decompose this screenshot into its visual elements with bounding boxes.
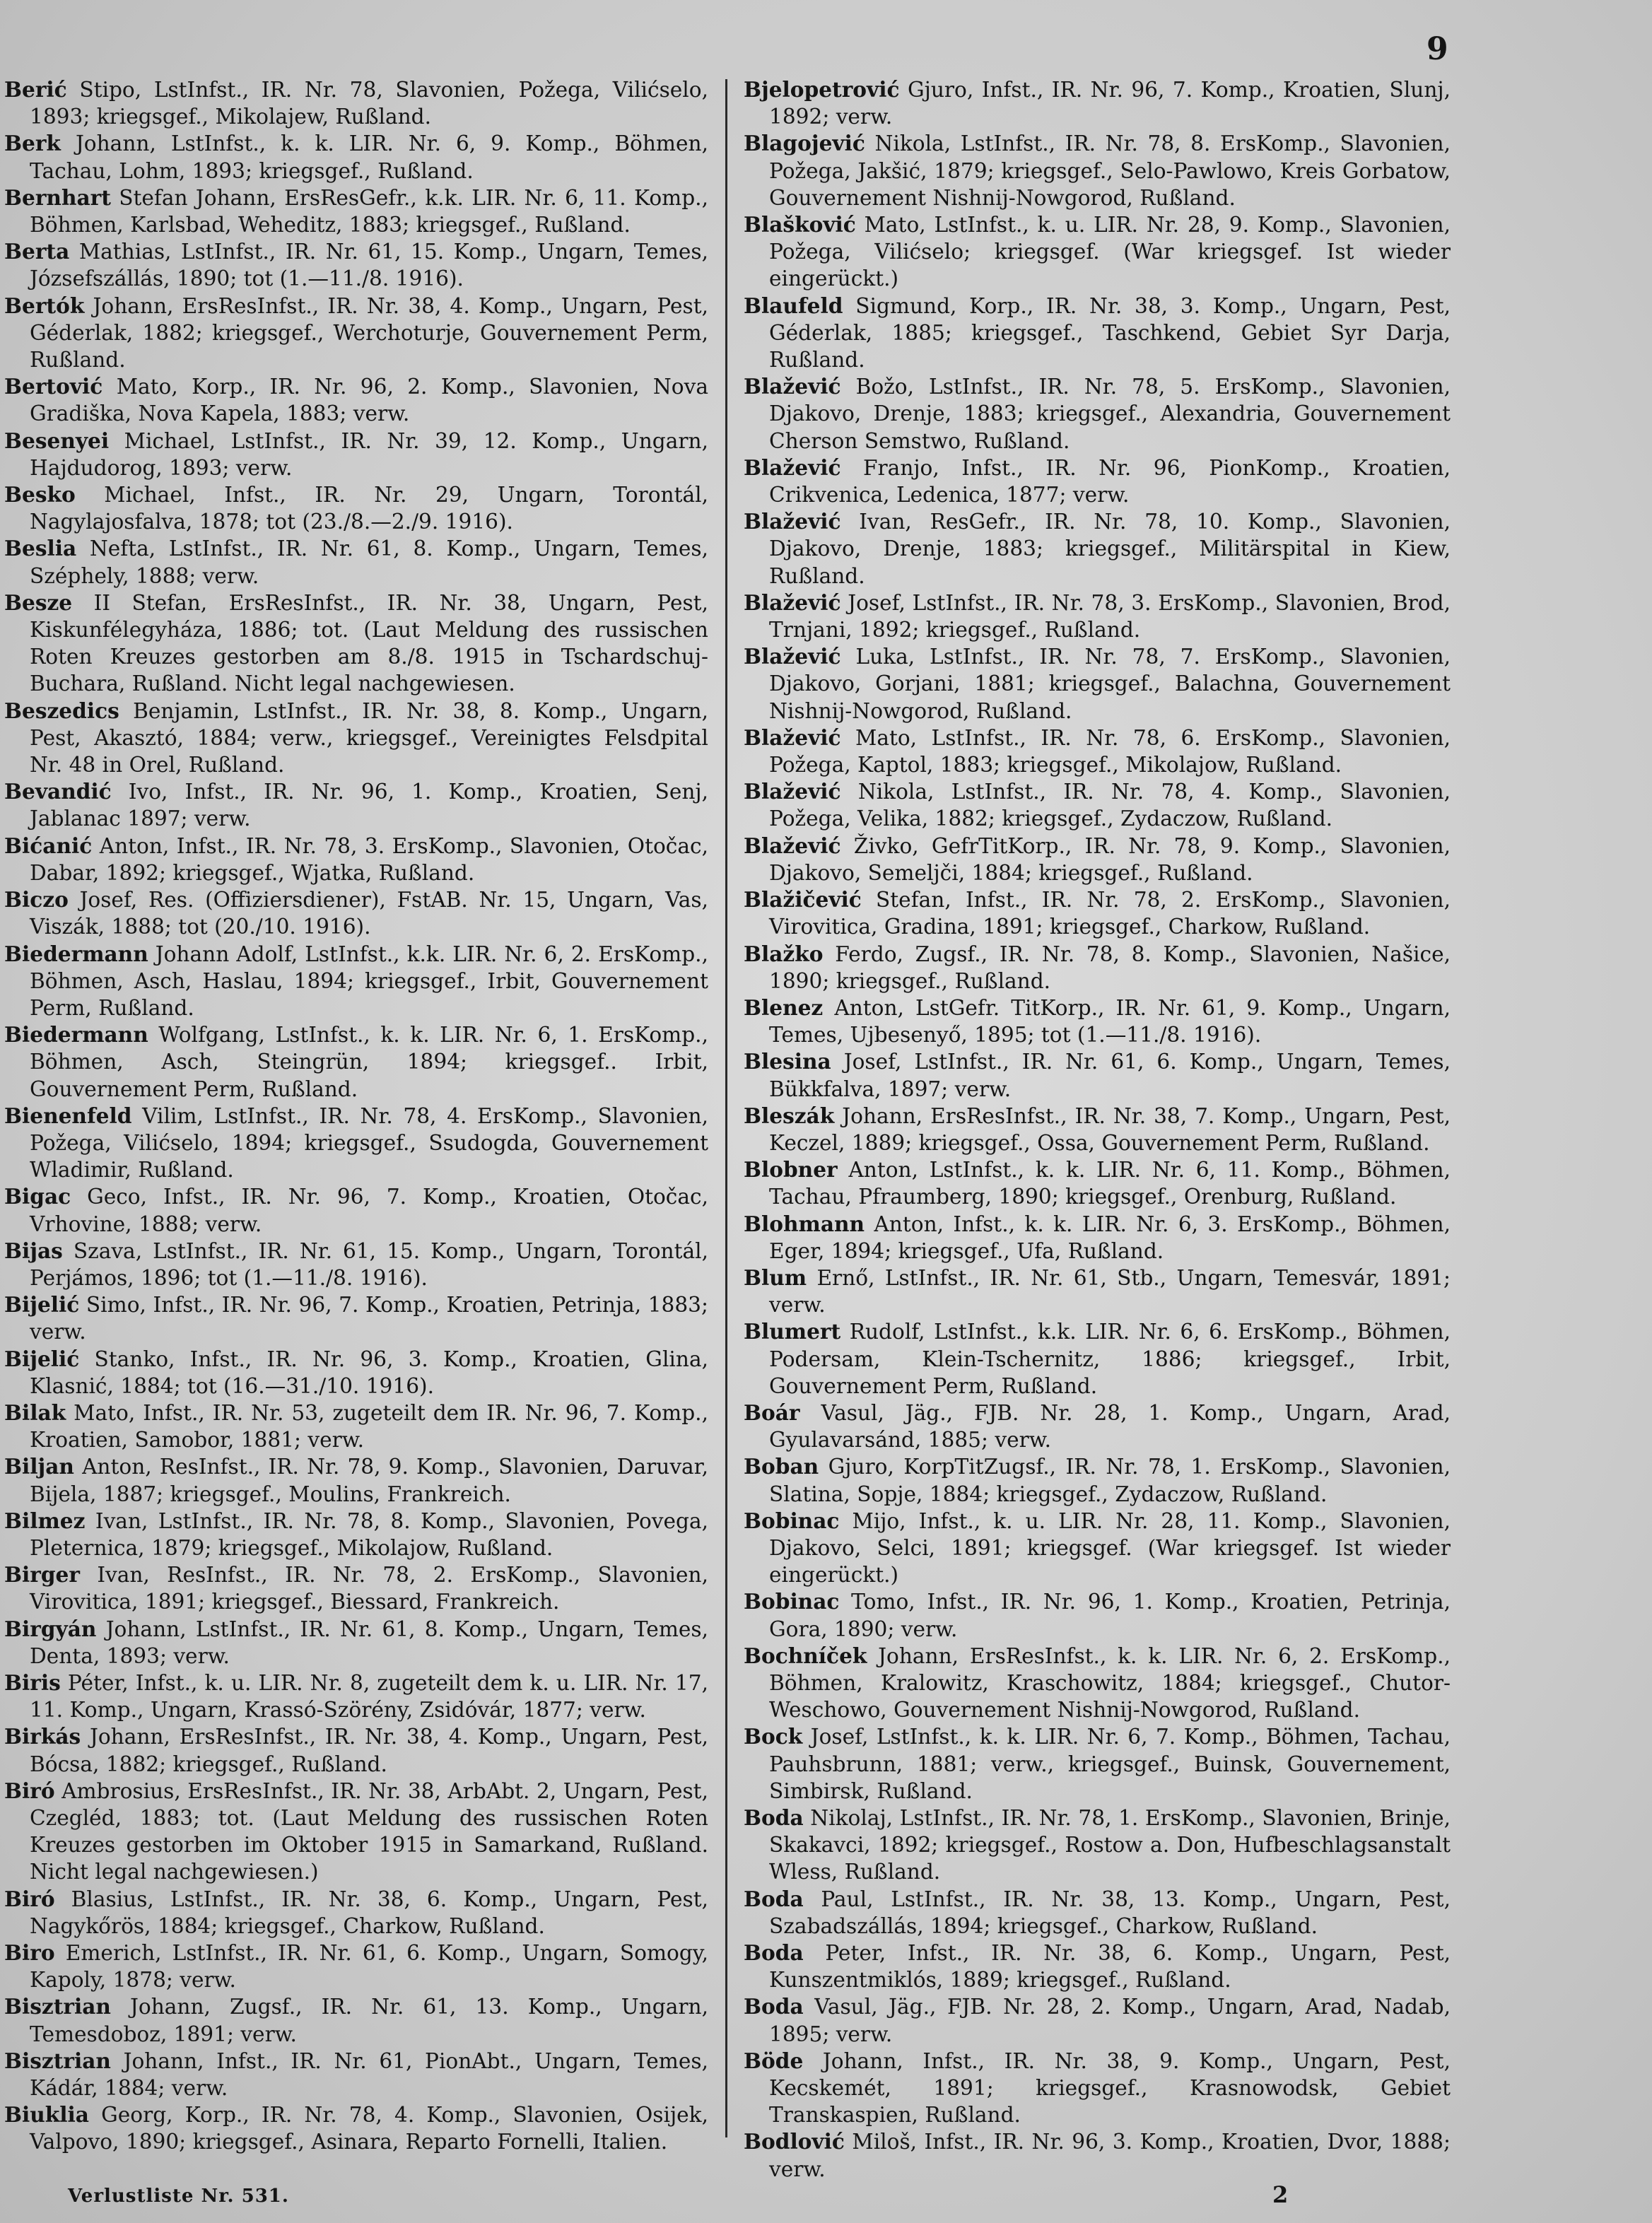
- entry-surname: Birgyán: [4, 1616, 97, 1641]
- entry-details: Josef, LstInfst., IR. Nr. 78, 3. ErsKomp., Slavonien, Brod, Trnjani, 1892; kriegsgef., Rußland.: [769, 590, 1451, 643]
- entry-details: Mato, Infst., IR. Nr. 53, zugeteilt dem IR. Nr. 96, 7. Komp., Kroatien, Samobor, 1881; verw.: [30, 1400, 708, 1453]
- list-entry: [744, 508, 1451, 590]
- list-entry: [744, 1588, 1451, 1642]
- list-entry: [744, 76, 1451, 130]
- list-entry: [4, 1940, 708, 1993]
- entry-surname: Bevandić: [4, 779, 112, 804]
- entry-surname: Bobinac: [744, 1589, 840, 1614]
- list-entry: [744, 886, 1451, 940]
- entry-details: Stefan Johann, ErsResGefr., k.k. LIR. Nr. 6, 11. Komp., Böhmen, Karlsbad, Weheditz, 1883; kriegsgef., Rußland.: [30, 185, 708, 237]
- entry-details: Nikolaj, LstInfst., IR. Nr. 78, 1. ErsKomp., Slavonien, Brinje, Skakavci, 1892; kriegsgef., Rostow a. Don, Hufbeschlagsanstalt Wless, Rußland.: [769, 1806, 1451, 1884]
- entry-details: Ernő, LstInfst., IR. Nr. 61, Stb., Ungarn, Temesvár, 1891; verw.: [769, 1265, 1451, 1318]
- entry-details: Johann, ErsResInfst., IR. Nr. 38, 4. Komp., Ungarn, Pest, Géderlak, 1882; kriegsgef., Werchoturje, Gouvernement Perm, Rußland.: [30, 293, 708, 373]
- list-entry: [4, 1778, 708, 1886]
- entry-surname: Birkás: [4, 1724, 81, 1749]
- entry-details: Szava, LstInfst., IR. Nr. 61, 15. Komp., Ungarn, Torontál, Perjámos, 1896; tot (1.—11./8. 1916).: [30, 1238, 708, 1290]
- entry-surname: Biró: [4, 1778, 55, 1803]
- entry-surname: Blažević: [744, 644, 841, 669]
- entry-surname: Bijas: [4, 1238, 63, 1263]
- entry-surname: Blažević: [744, 590, 841, 615]
- entry-details: Vasul, Jäg., FJB. Nr. 28, 1. Komp., Ungarn, Arad, Gyulavarsánd, 1885; verw.: [769, 1400, 1451, 1453]
- entry-surname: Boban: [744, 1454, 819, 1479]
- entry-details: Emerich, LstInfst., IR. Nr. 61, 6. Komp., Ungarn, Somogy, Kapoly, 1878; verw.: [30, 1941, 708, 1993]
- entry-details: Johann, ErsResInfst., IR. Nr. 38, 7. Komp., Ungarn, Pest, Keczel, 1889; kriegsgef., Ossa, Gouvernement Perm, Rußland.: [769, 1103, 1451, 1155]
- entry-surname: Boda: [744, 1805, 804, 1830]
- list-entry: [744, 1103, 1451, 1156]
- entry-details: Johann Adolf, LstInfst., k.k. LIR. Nr. 6, 2. ErsKomp., Böhmen, Asch, Haslau, 1894; kriegsgef., Irbit, Gouvernement Perm, Rußland.: [30, 942, 708, 1020]
- list-entry: [4, 1886, 708, 1940]
- list-entry: [4, 1453, 708, 1507]
- entry-surname: Bisztrian: [4, 2048, 111, 2073]
- entry-surname: Besze: [4, 590, 73, 615]
- entry-details: Živko, GefrTitKorp., IR. Nr. 78, 9. Komp., Slavonien, Djakovo, Semeljči, 1884; kriegsgef., Rußland.: [769, 833, 1451, 885]
- entry-surname: Bilak: [4, 1400, 66, 1425]
- entry-details: Johann, Infst., IR. Nr. 61, PionAbt., Ungarn, Temes, Kádár, 1884; verw.: [30, 2048, 708, 2101]
- entry-surname: Bigac: [4, 1184, 71, 1209]
- entry-details: Miloš, Infst., IR. Nr. 96, 3. Komp., Kroatien, Dvor, 1888; verw.: [769, 2130, 1451, 2181]
- entry-surname: Bodlović: [744, 2129, 845, 2154]
- entry-surname: Blum: [744, 1265, 807, 1290]
- entry-details: Johann, Zugsf., IR. Nr. 61, 13. Komp., Ungarn, Temesdoboz, 1891; verw.: [30, 1995, 708, 2046]
- list-entry: [4, 1183, 708, 1237]
- list-entry: [744, 725, 1451, 778]
- entry-surname: Böde: [744, 2048, 804, 2073]
- entry-surname: Bienenfeld: [4, 1103, 132, 1128]
- entry-surname: Biedermann: [4, 941, 148, 966]
- entry-details: Mathias, LstInfst., IR. Nr. 61, 15. Komp., Ungarn, Temes, Józsefszállás, 1890; tot (1.—11./8. 1916).: [30, 240, 708, 291]
- list-entry: [4, 76, 708, 130]
- entry-details: Sigmund, Korp., IR. Nr. 38, 3. Komp., Ungarn, Pest, Géderlak, 1885; kriegsgef., Taschkend, Gebiet Syr Darja, Rußland.: [769, 293, 1451, 373]
- list-entry: [4, 590, 708, 698]
- entry-surname: Biczo: [4, 887, 69, 913]
- entry-surname: Berić: [4, 77, 67, 102]
- entry-surname: Birger: [4, 1562, 80, 1588]
- entry-surname: Blažević: [744, 779, 841, 804]
- entry-details: Rudolf, LstInfst., k.k. LIR. Nr. 6, 6. ErsKomp., Böhmen, Podersam, Klein-Tschernitz, 1886; kriegsgef., Irbit, Gouvernement Perm, Rußland.: [769, 1320, 1451, 1398]
- entry-details: Anton, LstInfst., k. k. LIR. Nr. 6, 11. Komp., Böhmen, Tachau, Pfraumberg, 1890; kriegsgef., Orenburg, Rußland.: [769, 1158, 1451, 1209]
- entry-surname: Bertók: [4, 293, 85, 318]
- list-entry: [744, 590, 1451, 643]
- entry-details: Nefta, LstInfst., IR. Nr. 61, 8. Komp., Ungarn, Temes, Széphely, 1888; verw.: [30, 536, 708, 588]
- list-entry: [4, 238, 708, 292]
- list-entry: [4, 428, 708, 481]
- entry-surname: Bisztrian: [4, 1994, 111, 2019]
- entry-details: Anton, ResInfst., IR. Nr. 78, 9. Komp., Slavonien, Daruvar, Bijela, 1887; kriegsgef., Moulins, Frankreich.: [30, 1455, 708, 1506]
- list-entry: [4, 1400, 708, 1453]
- list-entry: [744, 1993, 1451, 2047]
- entry-surname: Blažević: [744, 374, 841, 399]
- entry-surname: Blažko: [744, 941, 824, 966]
- list-entry: [4, 941, 708, 1022]
- entry-surname: Biró: [4, 1886, 55, 1911]
- list-entry: [4, 2048, 708, 2101]
- entry-details: II Stefan, ErsResInfst., IR. Nr. 38, Ungarn, Pest, Kiskunfélegyháza, 1886; tot. (Laut Meldung des russischen Roten Kreuzes gestorben am 8./8. 1915 in Tschardschuj-Buchara, Rußland. Nicht legal nachgewiesen.: [30, 590, 708, 696]
- entry-surname: Blažević: [744, 833, 841, 858]
- entry-surname: Bilmez: [4, 1508, 86, 1533]
- entry-details: Stefan, Infst., IR. Nr. 78, 2. ErsKomp., Slavonien, Virovitica, Gradina, 1891; kriegsgef., Charkow, Rußland.: [769, 888, 1451, 939]
- entry-surname: Blesina: [744, 1049, 831, 1074]
- entry-details: Péter, Infst., k. u. LIR. Nr. 8, zugeteilt dem k. u. LIR. Nr. 17, 11. Komp., Ungarn, Krassó-Szörény, Zsidóvár, 1877; verw.: [30, 1670, 708, 1723]
- entry-surname: Bleszák: [744, 1103, 835, 1128]
- entry-details: Ivo, Infst., IR. Nr. 96, 1. Komp., Kroatien, Senj, Jablanac 1897; verw.: [30, 780, 708, 831]
- list-entry: [744, 1156, 1451, 1210]
- list-entry: [4, 373, 708, 427]
- list-entry: [744, 454, 1451, 508]
- list-entry: [4, 1561, 708, 1615]
- entry-surname: Blažević: [744, 725, 841, 750]
- list-entry: [744, 293, 1451, 374]
- entry-details: Anton, Infst., k. k. LIR. Nr. 6, 3. ErsKomp., Böhmen, Eger, 1894; kriegsgef., Ufa, Rußland.: [769, 1212, 1451, 1263]
- entry-details: Ferdo, Zugsf., IR. Nr. 78, 8. Komp., Slavonien, Našice, 1890; kriegsgef., Rußland.: [769, 942, 1451, 993]
- entry-details: Anton, Infst., IR. Nr. 78, 3. ErsKomp., Slavonien, Otočac, Dabar, 1892; kriegsgef., Wjatka, Rußland.: [30, 833, 708, 885]
- list-entry: [744, 643, 1451, 725]
- list-entry: [744, 1048, 1451, 1102]
- list-entry: [4, 184, 708, 238]
- entry-details: Johann, Infst., IR. Nr. 38, 9. Komp., Ungarn, Pest, Kecskemét, 1891; kriegsgef., Krasnowodsk, Gebiet Transkaspien, Rußland.: [769, 2048, 1451, 2128]
- list-entry: [4, 886, 708, 940]
- list-entry: [744, 1723, 1451, 1805]
- entry-details: Johann, LstInfst., IR. Nr. 61, 8. Komp., Ungarn, Temes, Denta, 1893; verw.: [30, 1617, 708, 1668]
- list-entry: [744, 1211, 1451, 1265]
- list-entry: [4, 1238, 708, 1291]
- entry-details: Michael, LstInfst., IR. Nr. 39, 12. Komp., Ungarn, Hajdudorog, 1893; verw.: [30, 428, 708, 480]
- entry-surname: Boda: [744, 1994, 804, 2019]
- entry-details: Ivan, ResGefr., IR. Nr. 78, 10. Komp., Slavonien, Djakovo, Drenje, 1883; kriegsgef., Militärspital in Kiew, Rußland.: [769, 510, 1451, 588]
- entry-surname: Bock: [744, 1724, 803, 1749]
- entry-surname: Beslia: [4, 536, 77, 561]
- entry-surname: Boár: [744, 1400, 800, 1425]
- list-entry: [744, 778, 1451, 832]
- right-column: [744, 76, 1451, 2183]
- page-number: 9: [1427, 31, 1448, 67]
- entry-details: Ivan, ResInfst., IR. Nr. 78, 2. ErsKomp., Slavonien, Virovitica, 1891; kriegsgef., Biessard, Frankreich.: [30, 1563, 708, 1614]
- entry-details: Nikola, LstInfst., IR. Nr. 78, 4. Komp., Slavonien, Požega, Velika, 1882; kriegsgef., Zydaczow, Rußland.: [769, 780, 1451, 831]
- entry-details: Franjo, Infst., IR. Nr. 96, PionKomp., Kroatien, Crikvenica, Ledenica, 1877; verw.: [769, 455, 1451, 508]
- list-entry: [744, 1940, 1451, 1993]
- left-column: [4, 76, 708, 2156]
- entry-surname: Besenyei: [4, 428, 110, 453]
- entry-details: Mijo, Infst., k. u. LIR. Nr. 28, 11. Komp., Slavonien, Djakovo, Selci, 1891; kriegsgef. (War kriegsgef. Ist wieder eingerückt.): [769, 1508, 1451, 1588]
- entry-surname: Berta: [4, 239, 70, 264]
- entry-surname: Bićanić: [4, 833, 93, 858]
- entry-surname: Blažević: [744, 454, 841, 480]
- list-entry: [4, 535, 708, 589]
- list-entry: [4, 833, 708, 886]
- entry-surname: Blagojević: [744, 131, 865, 156]
- entry-surname: Blažičević: [744, 887, 862, 913]
- entry-details: Mato, LstInfst., k. u. LIR. Nr. 28, 9. Komp., Slavonien, Požega, Vilićselo; kriegsgef. (War kriegsgef. Ist wieder eingerückt.): [769, 213, 1451, 291]
- list-entry: [744, 1265, 1451, 1318]
- entry-details: Ambrosius, ErsResInfst., IR. Nr. 38, ArbAbt. 2, Ungarn, Pest, Czegléd, 1883; tot. (Laut Meldung des russischen Roten Kreuzes gestorben im Oktober 1915 in Samarkand, Rußland. Nicht legal nachgewiesen.): [30, 1778, 708, 1884]
- list-entry: [744, 2128, 1451, 2182]
- entry-details: Blasius, LstInfst., IR. Nr. 38, 6. Komp., Ungarn, Pest, Nagykőrös, 1884; kriegsgef., Charkow, Rußland.: [30, 1887, 708, 1938]
- entry-surname: Biedermann: [4, 1022, 148, 1048]
- entry-surname: Boda: [744, 1940, 804, 1966]
- list-entry: [4, 1616, 708, 1670]
- list-entry: [744, 1508, 1451, 1589]
- entry-surname: Biuklia: [4, 2102, 89, 2128]
- entry-details: Benjamin, LstInfst., IR. Nr. 38, 8. Komp., Ungarn, Pest, Akasztó, 1884; verw., kriegsgef., Vereinigtes Felsdpital Nr. 48 in Orel, Rußland.: [30, 698, 708, 778]
- list-entry: [4, 1670, 708, 1723]
- entry-details: Johann, ErsResInfst., k. k. LIR. Nr. 6, 2. ErsKomp., Böhmen, Kralowitz, Kraschowitz, 1884; kriegsgef., Chutor-Weschowo, Gouvernement Nishnij-Nowgorod, Rußland.: [769, 1643, 1451, 1723]
- entry-surname: Boda: [744, 1886, 804, 1911]
- entry-details: Luka, LstInfst., IR. Nr. 78, 7. ErsKomp., Slavonien, Djakovo, Gorjani, 1881; kriegsgef., Balachna, Gouvernement Nishnij-Nowgorod, Rußland.: [769, 645, 1451, 723]
- list-entry: [4, 130, 708, 184]
- list-entry: [4, 698, 708, 779]
- list-entry: [744, 1453, 1451, 1507]
- entry-surname: Blaufeld: [744, 293, 843, 318]
- entry-details: Vasul, Jäg., FJB. Nr. 28, 2. Komp., Ungarn, Arad, Nadab, 1895; verw.: [769, 1995, 1451, 2046]
- list-entry: [4, 481, 708, 535]
- list-entry: [744, 941, 1451, 995]
- entry-details: Wolfgang, LstInfst., k. k. LIR. Nr. 6, 1. ErsKomp., Böhmen, Asch, Steingrün, 1894; kriegsgef.. Irbit, Gouvernement Perm, Rußland.: [30, 1023, 708, 1101]
- list-entry: [4, 1508, 708, 1561]
- entry-details: Josef, Res. (Offiziersdiener), FstAB. Nr. 15, Ungarn, Vas, Viszák, 1888; tot (20./10. 1916).: [30, 888, 708, 939]
- list-entry: [744, 1643, 1451, 1724]
- entry-details: Georg, Korp., IR. Nr. 78, 4. Komp., Slavonien, Osijek, Valpovo, 1890; kriegsgef., Asinara, Reparto Fornelli, Italien.: [30, 2103, 708, 2154]
- list-entry: [4, 1723, 708, 1777]
- entry-details: Josef, LstInfst., IR. Nr. 61, 6. Komp., Ungarn, Temes, Bükkfalva, 1897; verw.: [769, 1050, 1451, 1101]
- list-entry: [744, 373, 1451, 454]
- list-entry: [744, 130, 1451, 211]
- entry-details: Gjuro, Infst., IR. Nr. 96, 7. Komp., Kroatien, Slunj, 1892; verw.: [769, 78, 1451, 129]
- list-entry: [4, 1291, 708, 1345]
- list-entry: [4, 1993, 708, 2047]
- entry-surname: Blenez: [744, 995, 824, 1020]
- entry-surname: Bijelić: [4, 1292, 80, 1318]
- entry-surname: Blašković: [744, 212, 856, 237]
- entry-surname: Bertović: [4, 374, 103, 399]
- list-entry: [4, 1021, 708, 1103]
- entry-details: Simo, Infst., IR. Nr. 96, 7. Komp., Kroatien, Petrinja, 1883; verw.: [30, 1293, 708, 1344]
- column-divider: [725, 79, 727, 2137]
- entry-details: Tomo, Infst., IR. Nr. 96, 1. Komp., Kroatien, Petrinja, Gora, 1890; verw.: [769, 1590, 1451, 1641]
- list-entry: [4, 1103, 708, 1184]
- entry-surname: Bjelopetrović: [744, 77, 900, 102]
- list-entry: [4, 1346, 708, 1400]
- list-entry: [4, 293, 708, 374]
- entry-surname: Berk: [4, 131, 61, 156]
- footer-list-label: Verlustliste Nr. 531.: [68, 2186, 289, 2207]
- entry-surname: Bochníček: [744, 1643, 867, 1668]
- entry-surname: Blumert: [744, 1319, 841, 1344]
- entry-surname: Bernhart: [4, 184, 111, 210]
- entry-surname: Blobner: [744, 1157, 838, 1183]
- list-entry: [744, 833, 1451, 886]
- entry-details: Vilim, LstInfst., IR. Nr. 78, 4. ErsKomp., Slavonien, Požega, Vilićselo, 1894; kriegsgef., Ssudogda, Gouvernement Wladimir, Rußland.: [30, 1103, 708, 1183]
- entry-details: Ivan, LstInfst., IR. Nr. 78, 8. Komp., Slavonien, Povega, Pleternica, 1879; kriegsgef., Mikolajow, Rußland.: [30, 1508, 708, 1560]
- entry-details: Mato, Korp., IR. Nr. 96, 2. Komp., Slavonien, Nova Gradiška, Nova Kapela, 1883; verw.: [30, 375, 708, 426]
- entry-details: Johann, ErsResInfst., IR. Nr. 38, 4. Komp., Ungarn, Pest, Bócsa, 1882; kriegsgef., Rußland.: [30, 1725, 708, 1776]
- entry-details: Johann, LstInfst., k. k. LIR. Nr. 6, 9. Komp., Böhmen, Tachau, Lohm, 1893; kriegsgef., Rußland.: [30, 131, 708, 183]
- entry-details: Stanko, Infst., IR. Nr. 96, 3. Komp., Kroatien, Glina, Klasnić, 1884; tot (16.—31./10. 1916).: [30, 1347, 708, 1398]
- entry-details: Paul, LstInfst., IR. Nr. 38, 13. Komp., Ungarn, Pest, Szabadszállás, 1894; kriegsgef., Charkow, Rußland.: [769, 1887, 1451, 1938]
- entry-details: Mato, LstInfst., IR. Nr. 78, 6. ErsKomp., Slavonien, Požega, Kaptol, 1883; kriegsgef., Mikolajow, Rußland.: [769, 725, 1451, 778]
- entry-surname: Blažević: [744, 509, 841, 534]
- entry-details: Božo, LstInfst., IR. Nr. 78, 5. ErsKomp., Slavonien, Djakovo, Drenje, 1883; kriegsgef., Alexandria, Gouvernement Cherson Semstwo, Rußland.: [769, 375, 1451, 453]
- entry-details: Peter, Infst., IR. Nr. 38, 6. Komp., Ungarn, Pest, Kunszentmiklós, 1889; kriegsgef., Rußland.: [769, 1941, 1451, 1993]
- entry-details: Geco, Infst., IR. Nr. 96, 7. Komp., Kroatien, Otočac, Vrhovine, 1888; verw.: [30, 1185, 708, 1236]
- list-entry: [744, 1318, 1451, 1400]
- entry-details: Gjuro, KorpTitZugsf., IR. Nr. 78, 1. ErsKomp., Slavonien, Slatina, Sopje, 1884; kriegsgef., Zydaczow, Rußland.: [769, 1455, 1451, 1506]
- list-entry: [744, 1400, 1451, 1453]
- entry-details: Anton, LstGefr. TitKorp., IR. Nr. 61, 9. Komp., Ungarn, Temes, Ujbesenyő, 1895; tot (1.—11./8. 1916).: [769, 995, 1451, 1048]
- list-entry: [744, 2048, 1451, 2129]
- entry-details: Josef, LstInfst., k. k. LIR. Nr. 6, 7. Komp., Böhmen, Tachau, Pauhsbrunn, 1881; verw., kriegsgef., Buinsk, Gouvernement, Simbirsk, Rußland.: [769, 1725, 1451, 1803]
- entry-surname: Besko: [4, 482, 76, 508]
- list-entry: [744, 1805, 1451, 1886]
- entry-surname: Biro: [4, 1940, 55, 1966]
- list-entry: [744, 211, 1451, 293]
- list-entry: [744, 1886, 1451, 1940]
- entry-surname: Bijelić: [4, 1346, 80, 1371]
- entry-surname: Blohmann: [744, 1211, 865, 1236]
- entry-surname: Biljan: [4, 1454, 74, 1479]
- footer-signature: 2: [1272, 2181, 1289, 2208]
- entry-details: Nikola, LstInfst., IR. Nr. 78, 8. ErsKomp., Slavonien, Požega, Jakšić, 1879; kriegsgef., Selo-Pawlowo, Kreis Gorbatow, Gouvernement Nishnij-Nowgorod, Rußland.: [769, 131, 1451, 210]
- list-entry: [4, 778, 708, 832]
- entry-surname: Bobinac: [744, 1508, 840, 1533]
- entry-surname: Biris: [4, 1670, 61, 1695]
- list-entry: [4, 2101, 708, 2155]
- entry-details: Stipo, LstInfst., IR. Nr. 78, Slavonien, Požega, Vilićselo, 1893; kriegsgef., Mikolajew, Rußland.: [30, 78, 708, 129]
- entry-surname: Beszedics: [4, 698, 119, 723]
- list-entry: [744, 995, 1451, 1048]
- entry-details: Michael, Infst., IR. Nr. 29, Ungarn, Torontál, Nagylajosfalva, 1878; tot (23./8.—2./9. 1916).: [30, 483, 708, 534]
